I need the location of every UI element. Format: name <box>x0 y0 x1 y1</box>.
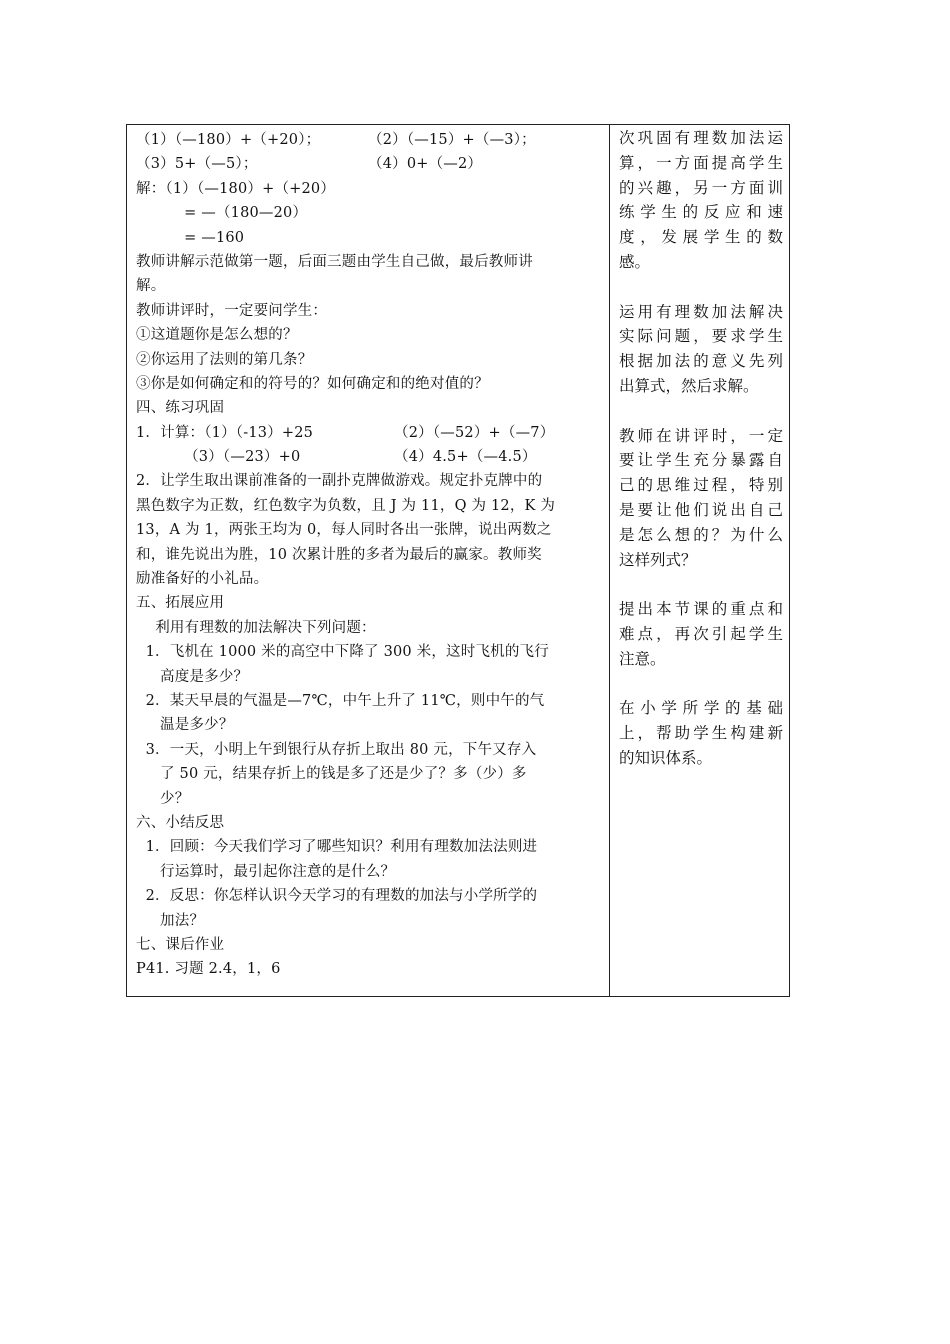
note-spacer <box>619 275 783 300</box>
text-line: 1．回顾：今天我们学习了哪些知识？利用有理数加法法则进 <box>136 839 538 856</box>
note-line: 算，一方面提高学生 <box>619 153 783 172</box>
note-line: 感。 <box>619 252 651 271</box>
note-line: 的知识体系。 <box>619 748 713 767</box>
note-line: 提出本节课的重点和 <box>619 600 783 619</box>
text-line: 2．反思：你怎样认识今天学习的有理数的加法与小学所学的 <box>136 888 538 905</box>
note-line: 上，帮助学生构建新 <box>619 724 783 743</box>
text-line: 13，A 为 1，两张王均为 0，每人同时各出一张牌，说出两数之 <box>136 522 552 539</box>
exercise-item: （3）5+（—5）； <box>136 156 258 173</box>
note-line: 己的思维过程，特别 <box>619 476 783 495</box>
question-line: ②你运用了法则的第几条？ <box>136 351 313 368</box>
problem-line: 了 50 元，结果存折上的钱是多了还是少了？多（少）多 <box>136 766 527 783</box>
question-line: ①这道题你是怎么想的？ <box>136 327 298 344</box>
note-line: 出算式，然后求解。 <box>619 376 759 395</box>
exercise-item: 1．计算：（1）（-13）+25 <box>136 424 314 441</box>
lesson-plan-table <box>126 124 790 997</box>
note-line: 度，发展学生的数 <box>619 228 783 247</box>
problem-line: 温是多少？ <box>136 717 234 734</box>
problem-line: 2．某天早晨的气温是—7℃，中午上升了 11℃，则中午的气 <box>136 692 545 709</box>
text-line: 2．让学生取出课前准备的一副扑克牌做游戏。规定扑克牌中的 <box>136 473 543 490</box>
text-line: 解。 <box>136 278 166 295</box>
note-line: 运用有理数加法解决 <box>619 302 783 321</box>
solution-line: 解：（1）（—180）+（+20） <box>136 180 336 197</box>
text-line: 加法？ <box>136 912 205 929</box>
note-line: 要让学生充分暴露自 <box>619 451 783 470</box>
question-line: ③你是如何确定和的符号的？如何确定和的绝对值的？ <box>136 375 489 392</box>
solution-line: = —160 <box>136 229 245 246</box>
note-line: 是怎么想的？为什么 <box>619 525 783 544</box>
column-divider <box>609 125 610 996</box>
exercise-item: （2）（—52）+（—7） <box>394 424 555 441</box>
text-line: 黑色数字为正数，红色数字为负数，且 J 为 11，Q 为 12，K 为 <box>136 497 556 514</box>
problem-line: 1．飞机在 1000 米的高空中下降了 300 米，这时飞机的飞行 <box>136 644 549 661</box>
note-line: 注意。 <box>619 649 666 668</box>
section-heading: 五、拓展应用 <box>136 595 225 612</box>
homework-line: P41. 习题 2.4，1，6 <box>136 961 281 978</box>
problem-line: 少？ <box>136 790 190 807</box>
note-spacer <box>619 399 783 424</box>
note-line: 实际问题，要求学生 <box>619 327 783 346</box>
note-line: 的兴趣，另一方面训 <box>619 178 783 197</box>
text-line: 行运算时，最引起你注意的是什么？ <box>136 863 396 880</box>
exercise-item: （4）0+（—2） <box>368 156 483 173</box>
note-line: 练学生的反应和速 <box>619 203 783 222</box>
exercise-item: （3）（—23）+0 <box>136 449 301 466</box>
note-line: 教师在讲评时，一定 <box>619 426 783 445</box>
note-line: 根据加法的意义先列 <box>619 352 783 371</box>
exercise-item: （4）4.5+（—4.5） <box>394 449 537 466</box>
section-heading: 四、练习巩固 <box>136 400 225 417</box>
note-spacer <box>619 672 783 697</box>
note-line: 这样列式？ <box>619 550 697 569</box>
text-line: 利用有理数的加法解决下列问题： <box>136 619 376 636</box>
exercise-item: （1）（—180）+（+20）； <box>136 132 321 148</box>
exercise-line <box>136 421 602 445</box>
problem-line: 3．一天，小明上午到银行从存折上取出 80 元，下午又存入 <box>136 741 537 758</box>
exercise-line <box>136 128 602 152</box>
exercise-line <box>136 445 602 469</box>
exercise-item: （2）（—15）+（—3）； <box>368 132 536 148</box>
text-line: 教师讲解示范做第一题，后面三题由学生自己做，最后教师讲 <box>136 253 533 270</box>
section-heading: 六、小结反思 <box>136 814 225 831</box>
problem-line: 高度是多少？ <box>136 668 249 685</box>
exercise-line <box>136 152 602 176</box>
section-heading: 七、课后作业 <box>136 936 225 953</box>
text-line: 励准备好的小礼品。 <box>136 571 269 588</box>
note-line: 难点，再次引起学生 <box>619 624 783 643</box>
design-intent-column <box>619 126 783 771</box>
text-line: 和，谁先说出为胜，10 次累计胜的多者为最后的赢家。教师奖 <box>136 546 542 563</box>
note-line: 是要让他们说出自己 <box>619 500 783 519</box>
note-line: 在小学所学的基础 <box>619 699 783 718</box>
text-line: 教师讲评时，一定要问学生： <box>136 302 328 319</box>
solution-line: = —（180—20） <box>136 205 308 222</box>
note-spacer <box>619 572 783 597</box>
note-line: 次巩固有理数加法运 <box>619 129 783 147</box>
teaching-process-column <box>136 128 602 982</box>
